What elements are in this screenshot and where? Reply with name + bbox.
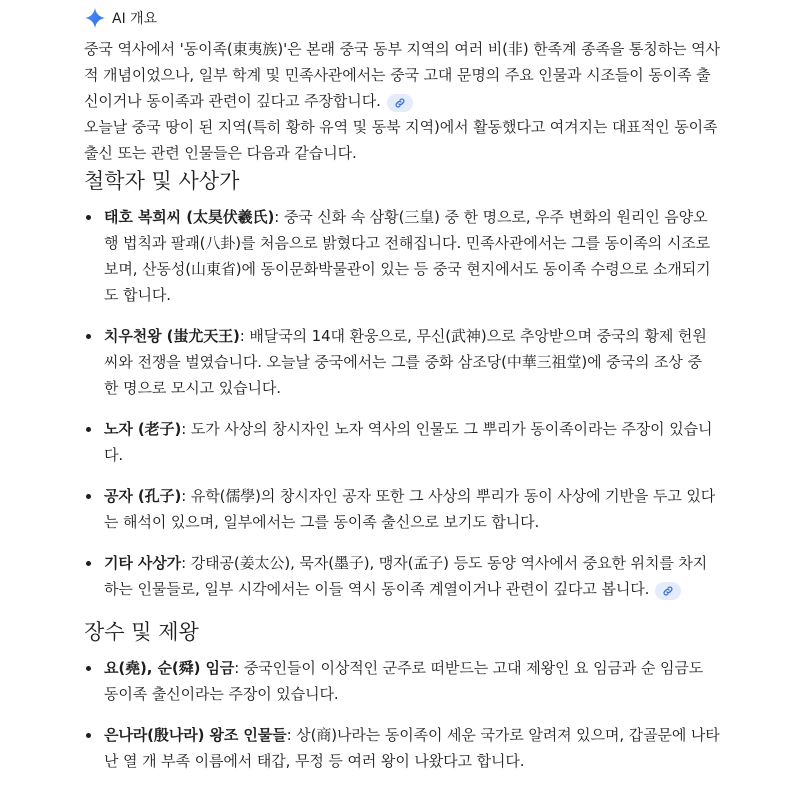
link-icon — [662, 585, 674, 597]
item-term: 요(堯), 순(舜) 임금 — [104, 659, 235, 677]
sparkle-icon — [84, 7, 106, 29]
item-text: : 중국인들이 이상적인 군주로 떠받드는 고대 제왕인 요 임금과 순 임금도 동이족 출신이라는 주장이 있습니다. — [104, 659, 704, 703]
item-text: : 상(商)나라는 동이족이 세운 국가로 알려져 있으며, 갑골문에 나타난 열 개 부족 이름에서 태갑, 무정 등 여러 왕이 나왔다고 합니다. — [104, 726, 720, 770]
intro-paragraph-1 — [84, 36, 720, 114]
list-item — [84, 483, 720, 535]
ai-overview-panel — [84, 0, 720, 789]
philosophers-list — [84, 204, 720, 602]
intro-text-1: 중국 역사에서 '동이족(東夷族)'은 본래 중국 동부 지역의 여러 비(非) 한족계 종족을 통칭하는 역사적 개념이었으나, 일부 학계 및 민족사관에서는 중국 고대 문명의 주요 인물과 시조들이 동이족 출신이거나 동이족과 관련이 깊다고 주장합니다. — [84, 40, 720, 110]
source-link-button[interactable] — [387, 94, 413, 112]
item-text: : 도가 사상의 창시자인 노자 역사의 인물도 그 뿌리가 동이족이라는 주장이 있습니다. — [104, 420, 713, 464]
list-item — [84, 722, 720, 774]
item-term: 치우천왕 (蚩尤天王) — [104, 327, 240, 345]
link-icon — [394, 97, 406, 109]
item-term: 공자 (孔子) — [104, 487, 182, 505]
item-text: : 배달국의 14대 환웅으로, 무신(武神)으로 추앙받으며 중국의 황제 헌원씨와 전쟁을 벌였습니다. 오늘날 중국에서는 그를 중화 삼조당(中華三祖堂)에 중국의 조상 중 한 명으로 모시고 있습니다. — [104, 327, 707, 397]
item-term: 태호 복희씨 (太昊伏羲氏) — [104, 208, 275, 226]
item-text: : 중국 신화 속 삼황(三皇) 중 한 명으로, 우주 변화의 원리인 음양오행 법칙과 팔괘(八卦)를 처음으로 밝혔다고 전해집니다. 민족사관에서는 그를 동이족의 시조로 보며, 산동성(山東省)에 동이문화박물관이 있는 등 중국 현지에서도 동이족 수령으로 소개되기도 합니다. — [104, 208, 711, 304]
item-term: 노자 (老子) — [104, 420, 182, 438]
intro-paragraph-2: 오늘날 중국 땅이 된 지역(특히 황하 유역 및 동북 지역)에서 활동했다고 여겨지는 대표적인 동이족 출신 또는 관련 인물들은 다음과 같습니다. — [84, 118, 718, 162]
list-item — [84, 550, 720, 602]
item-term: 은나라(殷나라) 왕조 인물들 — [104, 726, 287, 744]
ai-overview-label: AI 개요 — [112, 11, 158, 27]
ai-overview-header — [84, 0, 720, 36]
list-item — [84, 204, 720, 308]
item-text: : 강태공(姜太公), 묵자(墨子), 맹자(孟子) 등도 동양 역사에서 중요한 위치를 차지하는 인물들로, 일부 시각에서는 이들 역시 동이족 계열이거나 관련이 깊다고 봅니다. — [104, 554, 708, 598]
section-title-generals-kings: 장수 및 제왕 — [84, 620, 199, 644]
item-text: : 유학(儒學)의 창시자인 공자 또한 그 사상의 뿌리가 동이 사상에 기반을 두고 있다는 해석이 있으며, 일부에서는 그를 동이족 출신으로 보기도 합니다. — [104, 487, 716, 531]
section-title-philosophers: 철학자 및 사상가 — [84, 169, 240, 193]
item-term: 기타 사상가 — [104, 554, 182, 572]
list-item — [84, 416, 720, 468]
source-link-button[interactable] — [655, 582, 681, 600]
list-item — [84, 323, 720, 401]
generals-kings-list — [84, 655, 720, 774]
list-item — [84, 655, 720, 707]
